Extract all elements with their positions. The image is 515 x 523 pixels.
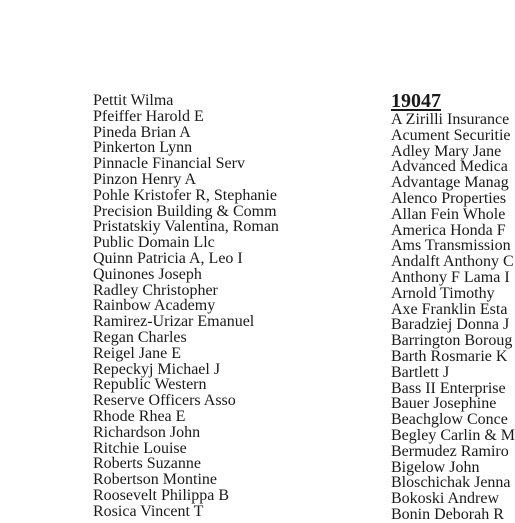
list-item: Alenco Properties [391,189,507,207]
list-item: Pohle Kristofer R, Stephanie [93,186,277,204]
list-item: Richardson John [93,423,201,441]
list-item: Public Domain Llc [93,234,215,252]
list-item: Bloschichak Jenna [391,474,511,492]
list-item: Bermudez Ramiro [391,442,509,460]
list-item: Quinones Joseph [93,265,202,283]
list-item: A Zirilli Insurance [391,111,510,128]
list-item: Bass II Enterprise [391,379,506,397]
list-item: Regan Charles [93,328,187,346]
list-item: Begley Carlin & M [391,426,515,444]
list-item: Ams Transmission [391,237,511,255]
list-item: Baradziej Donna J [391,316,510,334]
list-item: Anthony F Lama I [391,268,510,286]
list-item: Repeckyj Michael J [93,360,221,378]
list-item: Roosevelt Philippa B [93,486,229,504]
list-item: Ritchie Louise [93,439,187,457]
list-item: Radley Christopher [93,281,218,299]
list-item: Adley Mary Jane [391,142,502,160]
list-item: Bauer Josephine [391,395,497,413]
list-item: Bigelow John [391,458,480,476]
list-item: Barth Rosmarie K [391,347,508,365]
list-item: Pineda Brian A [93,123,191,141]
list-item: Bonin Deborah R [391,505,504,523]
list-item: Andalft Anthony C [391,253,514,271]
list-item: Pinzon Henry A [93,170,197,188]
zip-code-heading: 19047 [391,90,441,112]
list-item: Advanced Medica [391,158,508,176]
list-item: Pettit Wilma [93,92,174,109]
list-item: Quinn Patricia A, Leo I [93,249,243,267]
list-item: Pfeiffer Harold E [93,107,204,125]
list-item: Pinkerton Lynn [93,139,193,157]
list-item: Reserve Officers Asso [93,392,236,410]
list-item: Beachglow Conce [391,411,508,429]
list-item: Barrington Boroug [391,332,513,350]
list-item: America Honda F [391,221,506,239]
list-item: Republic Western [93,376,207,394]
list-item: Ramirez-Urizar Emanuel [93,313,255,331]
list-item: Pristatskiy Valentina, Roman [93,218,279,236]
list-item: Reigel Jane E [93,344,181,362]
list-item: Rhode Rhea E [93,407,186,425]
list-item: Allan Fein Whole [391,205,506,223]
list-item: Axe Franklin Esta [391,300,508,318]
right-column [391,90,515,523]
list-item: Rainbow Academy [93,297,216,315]
list-item: Bokoski Andrew [391,490,499,508]
list-item: Acument Securitie [391,126,511,144]
list-item: Rosica Vincent T [93,502,204,520]
list-item: Roberts Suzanne [93,455,201,473]
list-item: Bartlett J [391,363,450,381]
list-item: Arnold Timothy [391,284,495,302]
list-item: Pinnacle Financial Serv [93,155,245,173]
right-name-list [391,112,515,523]
left-name-list [93,93,279,520]
list-item: Advantage Manag [391,174,509,192]
list-item: Precision Building & Comm [93,202,277,220]
list-item: Robertson Montine [93,471,217,489]
